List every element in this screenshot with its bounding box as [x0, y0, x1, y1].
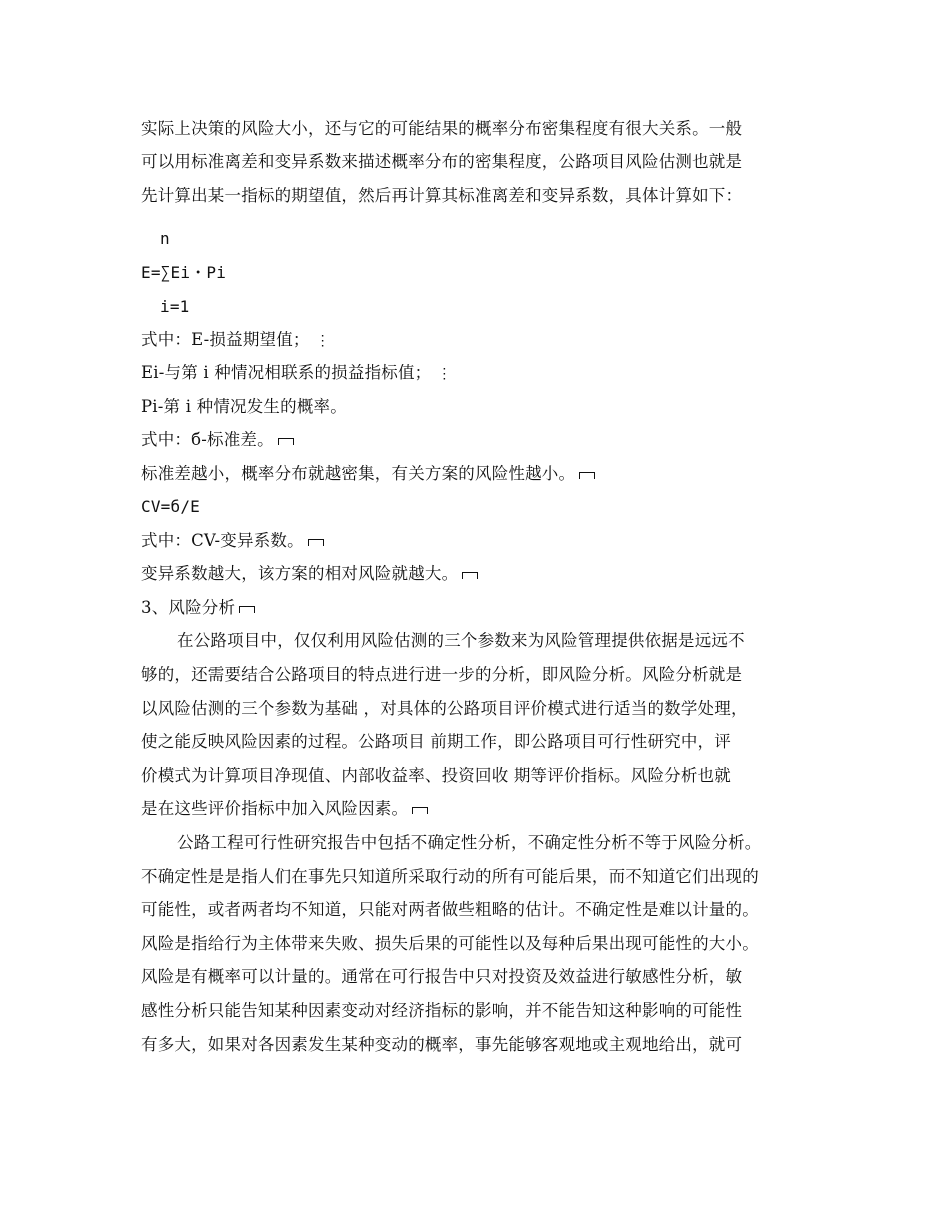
- formula-sum-upper: n: [160, 229, 170, 248]
- paragraph-line: 价模式为计算项目净现值、内部收益率、投资回收 期等评价指标。风险分析也就: [141, 766, 731, 785]
- paragraph-mark-icon: [579, 472, 595, 479]
- definition-text: Ei-与第 i 种情况相联系的损益指标值；: [141, 363, 432, 382]
- paragraph-line: 风险是有概率可以计量的。通常在可行报告中只对投资及效益进行敏感性分析，敏: [141, 967, 743, 986]
- paragraph-line: 风险是指给行为主体带来失败、损失后果的可能性以及每种后果出现可能性的大小。: [141, 934, 759, 953]
- paragraph-text: 标准差越小，概率分布就越密集，有关方案的风险性越小。: [141, 464, 576, 483]
- paragraph-line: 公路工程可行性研究报告中包括不确定性分析，不确定性分析不等于风险分析。: [177, 833, 762, 852]
- paragraph-line: [141, 463, 595, 485]
- paragraph-line: 有多大，如果对各因素发生某种变动的概率，事先能够客观地或主观地给出，就可: [141, 1035, 743, 1054]
- definition-text: 式中：E-损益期望值；: [141, 330, 310, 349]
- definition-line: Pi-第 i 种情况发生的概率。: [141, 397, 347, 416]
- definition-line: [141, 429, 294, 451]
- paragraph-mark-icon: [278, 438, 294, 445]
- paragraph-line: 感性分析只能告知某种因素变动对经济指标的影响，并不能告知这种影响的可能性: [141, 1001, 743, 1020]
- paragraph-line: 实际上决策的风险大小，还与它的可能结果的概率分布密集程度有很大关系。一般: [141, 119, 743, 138]
- paragraph-line: 以风险估测的三个参数为基础 ，对具体的公路项目评价模式进行适当的数学处理，: [141, 699, 748, 718]
- formula-expectation: E=∑Ei・Pi: [141, 263, 227, 282]
- formula-cv: CV=б/E: [141, 497, 200, 516]
- definition-text: 式中：CV-变异系数。: [141, 531, 304, 550]
- formula-sum-lower: i=1: [160, 297, 190, 316]
- paragraph-line: 在公路项目中，仅仅利用风险估测的三个参数来为风险管理提供依据是远远不: [177, 631, 745, 650]
- heading-text: 3、风险分析: [141, 598, 236, 617]
- paragraph-line: 不确定性是是指人们在事先只知道所采取行动的所有可能后果，而不知道它们出现的: [141, 867, 759, 886]
- paragraph-mark-icon: [239, 606, 255, 613]
- section-heading: [141, 597, 255, 619]
- dots-mark: ⋮: [315, 333, 330, 349]
- paragraph-line: 可以用标准离差和变异系数来描述概率分布的密集程度，公路项目风险估测也就是: [141, 152, 743, 171]
- definition-line: [141, 329, 330, 352]
- paragraph-text: 是在这些评价指标中加入风险因素。: [141, 799, 409, 818]
- paragraph-line: [141, 563, 478, 585]
- definition-text: 式中：б-标准差。: [141, 430, 274, 449]
- dots-mark: ⋮: [437, 366, 452, 382]
- paragraph-line: [141, 798, 428, 820]
- paragraph-line: 先计算出某一指标的期望值，然后再计算其标准离差和变异系数，具体计算如下：: [141, 186, 743, 205]
- paragraph-line: 可能性，或者两者均不知道，只能对两者做些粗略的估计。不确定性是难以计量的。: [141, 900, 759, 919]
- definition-line: [141, 530, 324, 552]
- paragraph-mark-icon: [308, 539, 324, 546]
- definition-line: [141, 362, 452, 385]
- paragraph-text: 变异系数越大，该方案的相对风险就越大。: [141, 564, 459, 583]
- paragraph-mark-icon: [412, 807, 428, 814]
- paragraph-line: 使之能反映风险因素的过程。公路项目 前期工作，即公路项目可行性研究中，评: [141, 732, 731, 751]
- paragraph-line: 够的，还需要结合公路项目的特点进行进一步的分析，即风险分析。风险分析就是: [141, 665, 743, 684]
- paragraph-mark-icon: [462, 572, 478, 579]
